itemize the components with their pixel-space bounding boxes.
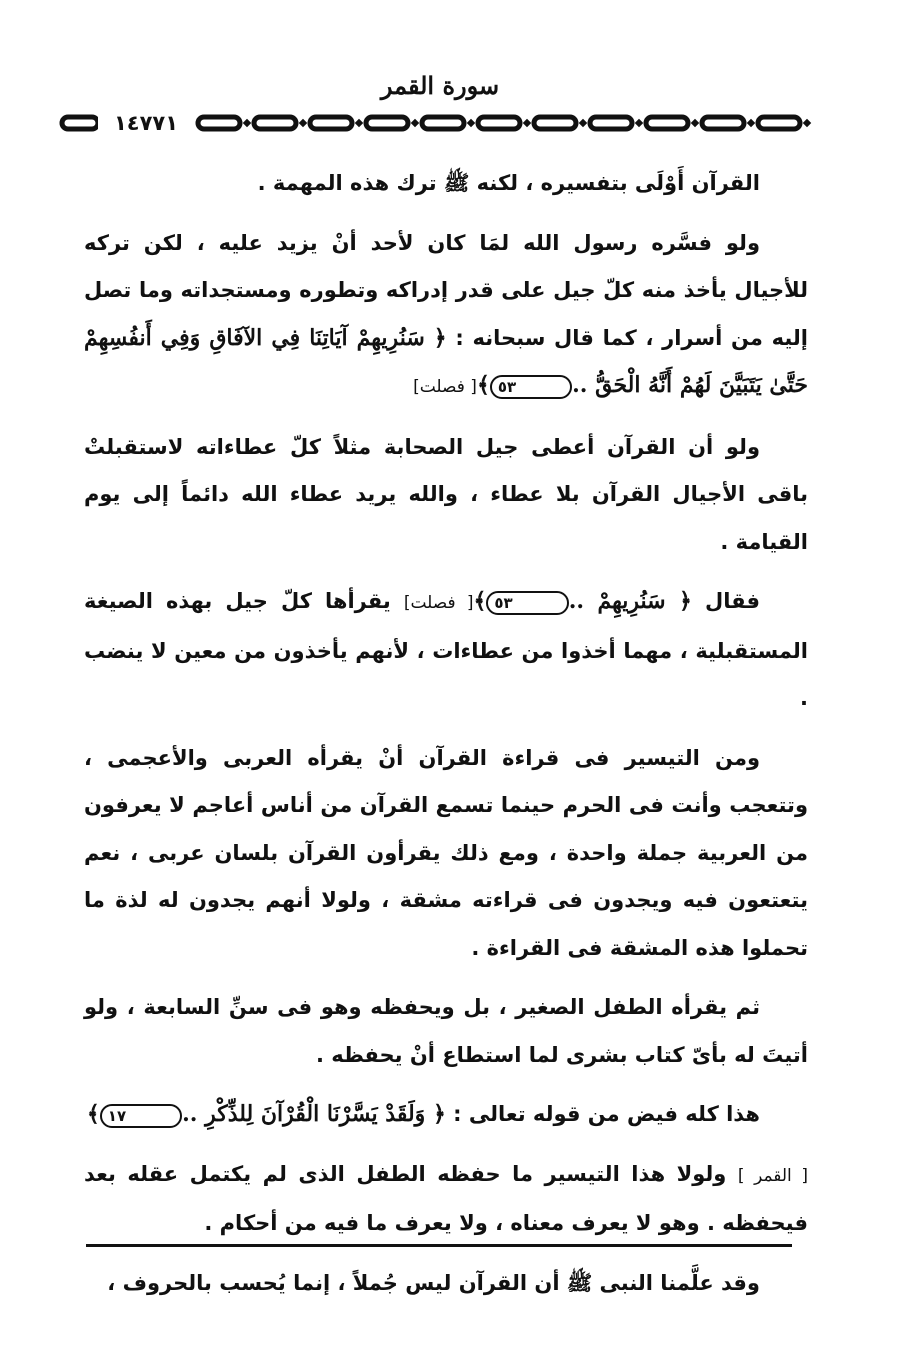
surah-reference: [ فصلت] — [413, 377, 477, 397]
quran-verse: ﴾ — [86, 1101, 100, 1127]
paragraph — [84, 424, 808, 567]
chain-link — [198, 117, 240, 129]
paragraph-text: القرآن أَوْلَى بتفسيره ، لكنه ﷺ ترك هذه المهمة . — [257, 171, 760, 195]
verse-number-badge: ١٧ — [100, 1104, 182, 1128]
chain-link — [422, 117, 464, 129]
chain-link — [534, 117, 576, 129]
chain-diamond — [467, 119, 475, 127]
chain-link — [478, 117, 520, 129]
chain-diamond — [803, 119, 811, 127]
paragraph — [84, 1260, 808, 1308]
surah-reference: [ فصلت] — [403, 593, 474, 613]
chain-link — [590, 117, 632, 129]
chain-link — [310, 117, 352, 129]
chain-diamond — [579, 119, 587, 127]
chain-diamond — [523, 119, 531, 127]
chain-diamond — [691, 119, 699, 127]
paragraph-text: ثم يقرأه الطفل الصغير ، بل ويحفظه وهو فى سنِّ السابعة ، ولو أتيتَ له بأىّ كتاب بشرى لما استطاع أنْ يحفظه . — [84, 995, 808, 1067]
chain-diamond — [243, 119, 251, 127]
quran-verse: ﴾ — [473, 588, 487, 614]
paragraph — [84, 1151, 808, 1248]
surah-title: سورة القمر — [380, 71, 500, 100]
chain-link — [62, 117, 98, 129]
paragraph — [84, 984, 808, 1079]
verse-number-badge: ٥٣ — [486, 591, 568, 615]
page-number: ١٤٧٧١ — [98, 108, 194, 138]
chain-diamond — [355, 119, 363, 127]
paragraph-text: ومن التيسير فى قراءة القرآن أنْ يقرأه العربى والأعجمى ، وتتعجب وأنت فى الحرم حينما تسمع القرآن من أناس أعاجم لا يعرفون من العربية جملة واحدة ، ومع ذلك يقرأون القرآن بلسان عربى ، نعم يتعتعون فيه ويجدون فى قراءته مشقة ، ولولا أنهم يجدون له لذة ما تحملوا هذه المشقة فى القراءة . — [84, 745, 808, 960]
chain-diamond — [747, 119, 755, 127]
verse-number-badge: ٥٣ — [490, 375, 572, 399]
chain-diamond — [635, 119, 643, 127]
quran-verse: ﴿ سَنُرِيهِمْ آيَاتِنَا فِي الآفَاقِ وَفِي أَنفُسِهِمْ حَتَّىٰ يَتَبَيَّنَ لَهُمْ أَنَّهُ الْحَقُّ .. — [84, 324, 808, 398]
chain-diamond — [411, 119, 419, 127]
body-text — [84, 160, 808, 1319]
chain-link — [758, 117, 800, 129]
paragraph-text: ولولا هذا التيسير ما حفظه الطفل الذى لم يكتمل عقله بعد فيحفظه . وهو لا يعرف معناه ، ولا يعرف ما فيه من أحكام . — [84, 1161, 808, 1235]
paragraph — [84, 160, 808, 208]
surah-reference: [ القمر ] — [737, 1165, 808, 1186]
paragraph-text: هذا كله فيض من قوله تعالى : — [445, 1102, 760, 1126]
paragraph-text: ولو أن القرآن أعطى جيل الصحابة مثلاً كلّ عطاءاته لاستقبلتْ باقى الأجيال القرآن بلا عطاء ، والله يريد عطاء الله دائماً إلى يوم القيامة . — [84, 434, 808, 554]
chain-link — [646, 117, 688, 129]
quran-verse: ﴿ سَنُرِيهِمْ .. — [568, 588, 692, 614]
paragraph — [84, 578, 808, 723]
quran-verse: ﴿ وَلَقَدْ يَسَّرْنَا الْقُرْآنَ لِلذِّكْرِ .. — [182, 1101, 446, 1127]
paragraph — [84, 220, 808, 412]
paragraph-text: وقد علَّمنا النبى ﷺ أن القرآن ليس جُملاً ، إنما يُحسب بالحروف ، — [107, 1270, 760, 1295]
quran-verse: ﴾ — [476, 372, 490, 398]
paragraph — [84, 1091, 808, 1139]
paragraph — [84, 735, 808, 973]
chain-diamond — [299, 119, 307, 127]
paragraph-text: فقال — [691, 589, 760, 613]
paragraph-text: يقرأها كلّ جيل بهذه الصيغة المستقبلية ، مهما أخذوا من عطاءات ، لأنهم يأخذون من معين لا ينضب . — [84, 589, 808, 710]
chain-link — [254, 117, 296, 129]
paragraph-text: ولو فسَّره رسول الله لمَا كان لأحد أنْ يزيد عليه ، لكن تركه للأجيال يأخذ منه كلّ جيل على قدر إدراكه وتطوره ومستجداته وما تصل إليه من أسرار ، كما قال سبحانه : — [84, 230, 808, 350]
footer-rule — [86, 1244, 792, 1247]
chain-link — [366, 117, 408, 129]
chain-link — [702, 117, 744, 129]
